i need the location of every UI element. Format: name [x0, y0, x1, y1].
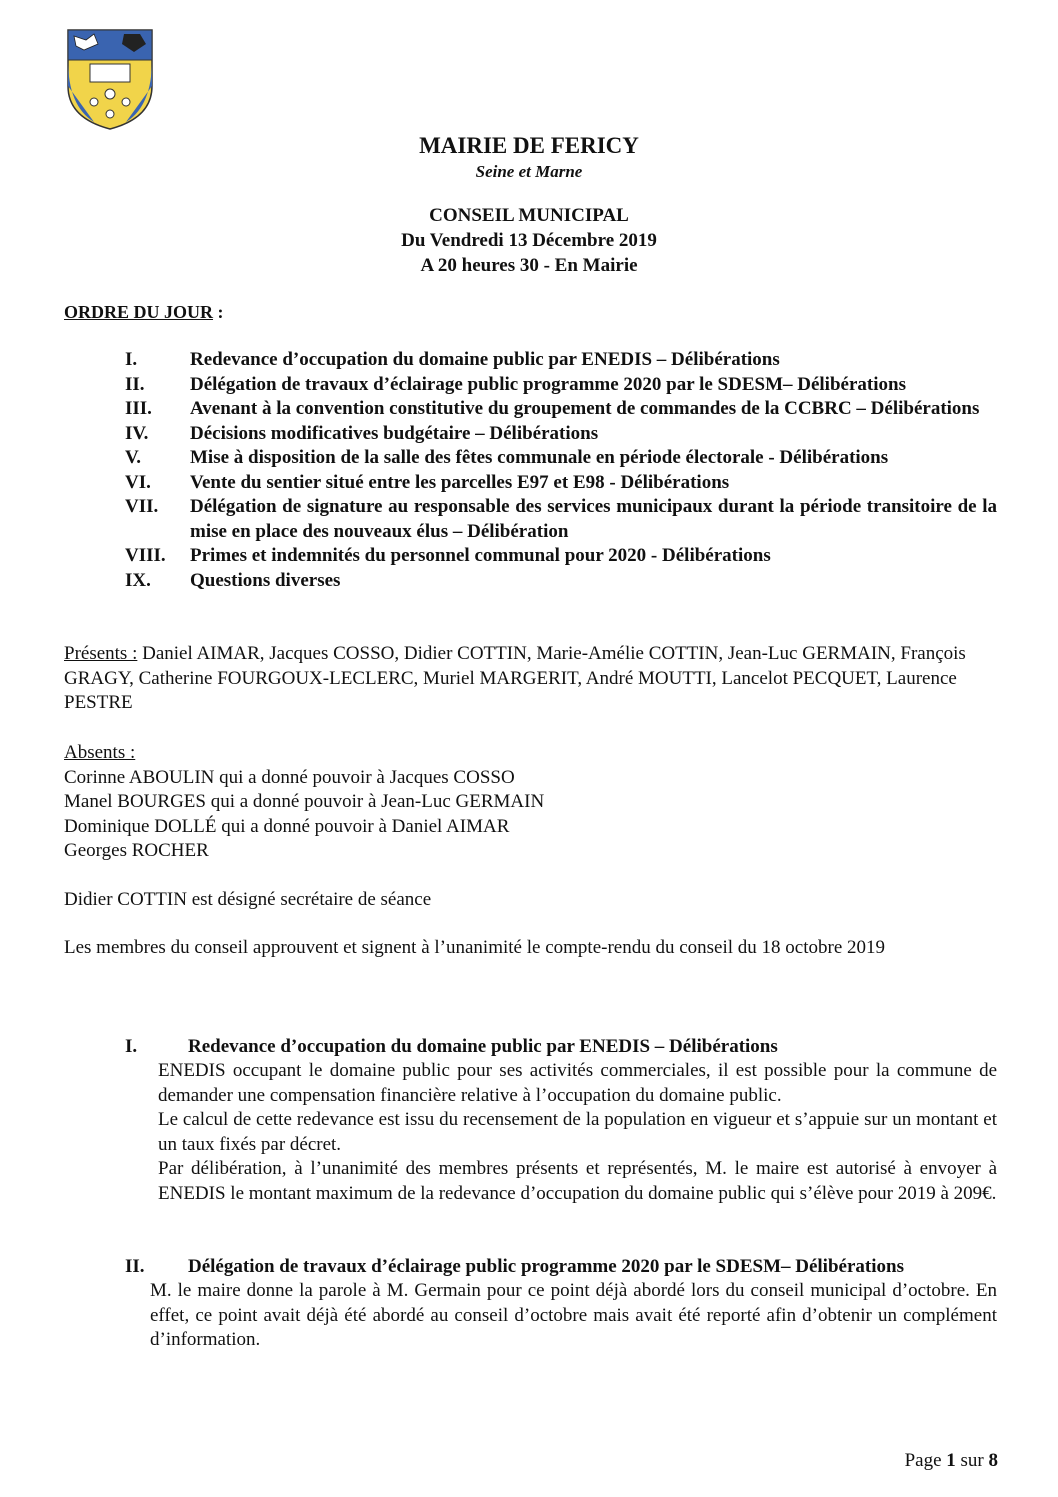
absent-entry: Manel BOURGES qui a donné pouvoir à Jean-Luc GERMAIN [64, 791, 545, 812]
agenda-item [125, 471, 997, 496]
section-title: Redevance d’occupation du domaine public par ENEDIS – Délibérations [188, 1036, 778, 1057]
agenda-item-number: VII. [125, 496, 159, 517]
agenda-item-number: VI. [125, 471, 151, 493]
section-heading [125, 1255, 997, 1280]
absent-entry: Dominique DOLLÉ qui a donné pouvoir à Daniel AIMAR [64, 815, 510, 837]
section-paragraph: Par délibération, à l’unanimité des membres présents et représentés, M. le maire est autorisé à envoyer à ENEDIS le montant maximum de la redevance d’occupation du domaine public qui s’élève pour 2019 à 209€. [158, 1158, 997, 1204]
coat-of-arms-logo [64, 26, 156, 132]
agenda-item-number: V. [125, 447, 142, 468]
section-paragraph: M. le maire donne la parole à M. Germain pour ce point déjà abordé lors du conseil municipal d’octobre. En effet, ce point avait déjà été abordé au conseil d’octobre mais avait été reporté afin d’obtenir un complément d’information. [150, 1280, 997, 1350]
presents-list: Daniel AIMAR, Jacques COSSO, Didier COTTIN, Marie-Amélie COTTIN, Jean-Luc GERMAIN, François GRAGY, Catherine FOURGOUX-LECLERC, Muriel MARGERIT, André MOUTTI, Lancelot PECQUET, Laurence PESTRE [64, 643, 966, 713]
agenda-item-text: Décisions modificatives budgétaire – Délibérations [190, 422, 599, 444]
page-title: MAIRIE DE FERICY [419, 133, 639, 158]
attendees-present [64, 642, 998, 716]
agenda-item-text: Primes et indemnités du personnel communal pour 2020 - Délibérations [190, 545, 771, 566]
agenda-item-text: Mise à disposition de la salle des fêtes communale en période électorale - Délibérations [190, 447, 889, 468]
agenda-item-text: Avenant à la convention constitutive du groupement de commandes de la CCBRC – Délibérations [190, 398, 980, 419]
absent-entry: Georges ROCHER [64, 840, 209, 861]
agenda-item-text: Vente du sentier situé entre les parcelles E97 et E98 - Délibérations [190, 471, 730, 493]
meeting-time-place: A 20 heures 30 - En Mairie [420, 255, 638, 276]
section-number: I. [125, 1036, 138, 1057]
attendees-absent [64, 741, 998, 864]
agenda-item-text: Délégation de signature au responsable des services municipaux durant la période transitoire de la mise en place des nouveaux élus – Délibération [190, 496, 997, 542]
agenda-item-number: IV. [125, 422, 149, 444]
agenda-item-number: III. [125, 398, 152, 419]
agenda-item [125, 544, 997, 569]
agenda-item-number: I. [125, 349, 138, 370]
agenda-item-text: Redevance d’occupation du domaine public par ENEDIS – Délibérations [190, 349, 780, 370]
agenda-item-number: II. [125, 373, 145, 395]
agenda-item [125, 495, 997, 544]
agenda-label: ORDRE DU JOUR : [64, 302, 224, 322]
agenda-item [125, 348, 997, 373]
agenda-item-text: Questions diverses [190, 569, 341, 591]
section-paragraph: Le calcul de cette redevance est issu du recensement de la population en vigueur et s’appuie sur un montant et un taux fixés par décret. [158, 1109, 997, 1155]
section-heading [125, 1035, 997, 1060]
agenda-item-number: IX. [125, 569, 151, 591]
agenda-item [125, 422, 997, 447]
section-body [150, 1279, 997, 1353]
section-number: II. [125, 1256, 145, 1277]
meeting-date: Du Vendredi 13 Décembre 2019 [401, 230, 657, 251]
agenda-item-text: Délégation de travaux d’éclairage public programme 2020 par le SDESM– Délibérations [190, 373, 906, 395]
agenda-item [125, 446, 997, 471]
absents-label: Absents : [64, 742, 136, 763]
department-subtitle: Seine et Marne [475, 162, 583, 181]
page-number: Page 1 sur 8 [904, 1450, 998, 1471]
agenda-item [125, 373, 997, 398]
presents-label: Présents : [64, 643, 138, 664]
agenda-item [125, 397, 997, 422]
minutes-approval: Les membres du conseil approuvent et signent à l’unanimité le compte-rendu du conseil du 18 octobre 2019 [64, 937, 885, 958]
meeting-name: CONSEIL MUNICIPAL [429, 205, 629, 226]
agenda-item [125, 569, 997, 594]
section-body [158, 1059, 997, 1206]
absent-entry: Corinne ABOULIN qui a donné pouvoir à Jacques COSSO [64, 766, 515, 788]
agenda-item-number: VIII. [125, 545, 166, 566]
section-paragraph: ENEDIS occupant le domaine public pour ses activités commerciales, il est possible pour la commune de demander une compensation financière relative à l’occupation du domaine public. [158, 1060, 997, 1106]
session-secretary: Didier COTTIN est désigné secrétaire de séance [64, 889, 432, 910]
section-title: Délégation de travaux d’éclairage public programme 2020 par le SDESM– Délibérations [188, 1256, 904, 1277]
agenda-list [125, 348, 997, 593]
